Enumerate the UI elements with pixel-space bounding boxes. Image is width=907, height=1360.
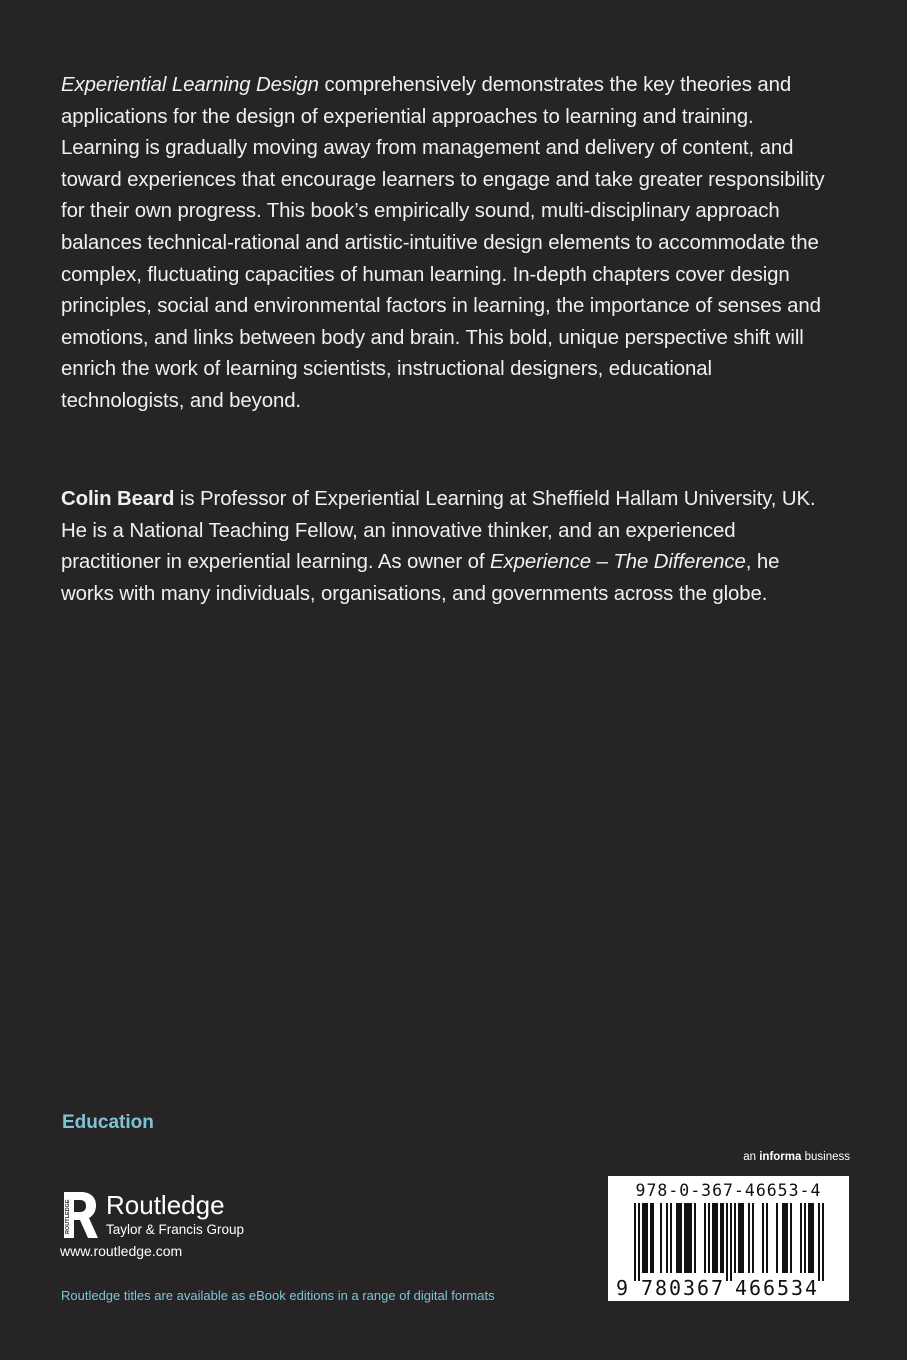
barcode-bar bbox=[776, 1203, 778, 1273]
barcode-bar bbox=[690, 1203, 692, 1273]
barcode-bar bbox=[722, 1203, 724, 1273]
barcode-bar bbox=[704, 1203, 706, 1273]
ean-digit: 0 bbox=[669, 1276, 682, 1300]
book-title: Experiential Learning Design bbox=[61, 74, 319, 96]
barcode-bar bbox=[680, 1203, 682, 1273]
barcode-bar bbox=[784, 1203, 786, 1273]
barcode-bar bbox=[720, 1203, 722, 1273]
ean-digit: 3 bbox=[683, 1276, 696, 1300]
isbn-barcode bbox=[608, 1176, 849, 1301]
publisher-group: Taylor & Francis Group bbox=[106, 1222, 245, 1237]
bio-text-1: is Professor of Experiential Learning at Sheffield Hallam University, UK. He is a National Teaching Fellow, an innovative thinker, and an experienced practitioner in experiential learning. As owner of bbox=[61, 488, 816, 574]
publisher-name: Routledge bbox=[106, 1190, 225, 1220]
barcode-bar bbox=[712, 1203, 714, 1273]
ean-digit: 7 bbox=[641, 1276, 654, 1300]
barcode-bar bbox=[676, 1203, 678, 1273]
ean-digit: 7 bbox=[711, 1276, 724, 1300]
barcode-bar bbox=[766, 1203, 768, 1273]
barcode-bar bbox=[742, 1203, 744, 1273]
barcode-bar bbox=[716, 1203, 718, 1273]
ean-digit: 5 bbox=[777, 1276, 790, 1300]
barcode-bar bbox=[634, 1203, 636, 1281]
barcode-bar bbox=[652, 1203, 654, 1273]
barcode-bar bbox=[812, 1203, 814, 1273]
barcode-bar bbox=[688, 1203, 690, 1273]
informa-tagline bbox=[743, 1151, 850, 1163]
company-name: Experience – The Difference bbox=[490, 551, 746, 574]
barcode-bar bbox=[748, 1203, 750, 1273]
ean-digit: 8 bbox=[655, 1276, 668, 1300]
ebook-note: Routledge titles are available as eBook editions in a range of digital formats bbox=[61, 1288, 495, 1303]
informa-suffix: business bbox=[801, 1151, 850, 1163]
barcode-bar bbox=[800, 1203, 802, 1273]
barcode-bar bbox=[810, 1203, 812, 1273]
barcode-bar bbox=[790, 1203, 792, 1273]
ean-digit: 4 bbox=[805, 1276, 818, 1300]
logo-wordmark: ROUTLEDGE bbox=[65, 1199, 71, 1234]
barcode-bar bbox=[694, 1203, 696, 1273]
ean-digit: 9 bbox=[616, 1276, 629, 1300]
informa-brand: informa bbox=[759, 1151, 802, 1163]
author-name: Colin Beard bbox=[61, 488, 175, 510]
description-text: comprehensively demonstrates the key theories and applications for the design of experiential approaches to learning and training. Learning is gradually moving away from management and delivery of content, and toward experiences that encourage learners to engage and take greater responsibility for their own progress. This book’s empirically sound, multi-disciplinary approach balances technical-rational and artistic-intuitive design elements to accommodate the complex, fluctuating capacities of human learning. In-depth chapters cover design principles, social and environmental factors in learning, the importance of senses and emotions, and links between body and brain. This bold, unique perspective shift will enrich the work of learning scientists, instructional designers, educational technologists, and beyond. bbox=[61, 74, 825, 412]
ean-digit: 6 bbox=[697, 1276, 710, 1300]
ean-digits bbox=[608, 1276, 849, 1298]
barcode-bar bbox=[822, 1203, 824, 1281]
routledge-logo-icon bbox=[60, 1190, 100, 1240]
barcode-bar bbox=[646, 1203, 648, 1273]
barcode-bar bbox=[686, 1203, 688, 1273]
publisher-url[interactable]: www.routledge.com bbox=[60, 1243, 183, 1259]
barcode-bar bbox=[782, 1203, 784, 1273]
barcode-bar bbox=[678, 1203, 680, 1273]
ean-digit: 6 bbox=[749, 1276, 762, 1300]
barcode-bar bbox=[762, 1203, 764, 1273]
barcode-bar bbox=[730, 1203, 732, 1281]
barcode-bar bbox=[708, 1203, 710, 1273]
ean-digit: 6 bbox=[763, 1276, 776, 1300]
barcode-bar bbox=[738, 1203, 740, 1273]
barcode-bar bbox=[726, 1203, 728, 1281]
book-description bbox=[61, 70, 831, 418]
ean-digit: 3 bbox=[791, 1276, 804, 1300]
author-bio bbox=[61, 484, 831, 610]
bio-text-2: , he works with many individuals, organisations, and governments across the globe. bbox=[61, 551, 780, 605]
barcode-bar bbox=[804, 1203, 806, 1273]
barcode-bar bbox=[714, 1203, 716, 1273]
barcode-bar bbox=[666, 1203, 668, 1273]
barcode-bar bbox=[644, 1203, 646, 1273]
barcode-bar bbox=[734, 1203, 736, 1273]
barcode-bar bbox=[818, 1203, 820, 1281]
barcode-bar bbox=[660, 1203, 662, 1273]
subject-category: Education bbox=[62, 1112, 154, 1133]
barcode-bar bbox=[670, 1203, 672, 1273]
informa-prefix: an bbox=[743, 1151, 760, 1163]
barcode-bar bbox=[650, 1203, 652, 1273]
barcode-bar bbox=[642, 1203, 644, 1273]
barcode-bar bbox=[808, 1203, 810, 1273]
isbn-label: 978-0-367-46653-4 bbox=[635, 1181, 822, 1200]
ean-digit: 4 bbox=[735, 1276, 748, 1300]
barcode-bar bbox=[786, 1203, 788, 1273]
barcode-bar bbox=[684, 1203, 686, 1273]
barcode-bar bbox=[740, 1203, 742, 1273]
barcode-bar bbox=[638, 1203, 640, 1281]
barcode-bar bbox=[752, 1203, 754, 1273]
